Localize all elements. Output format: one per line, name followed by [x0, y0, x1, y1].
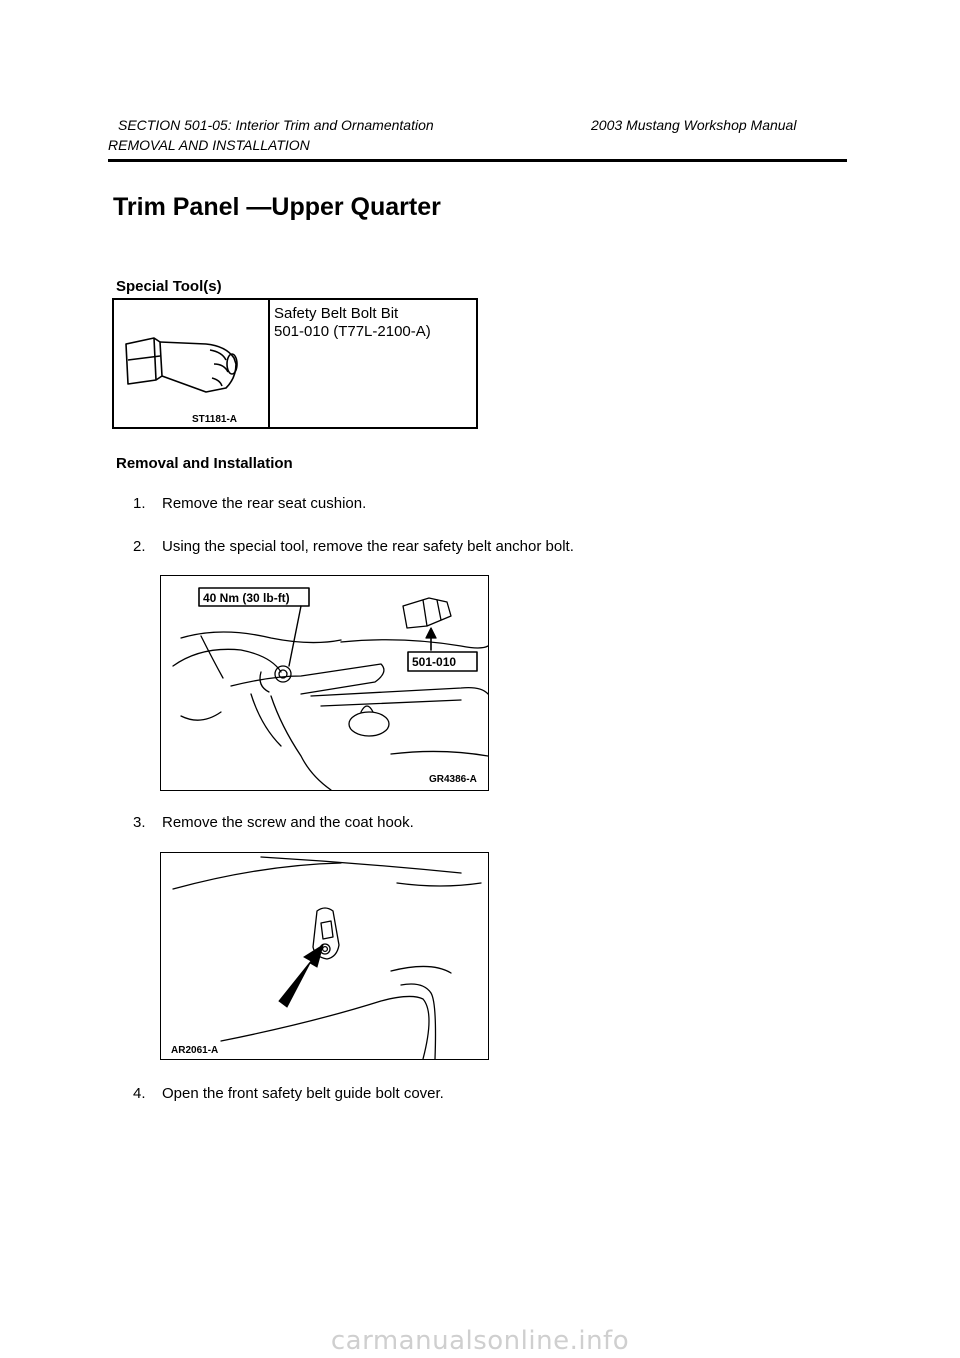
- bolt-bit-illustration: [114, 300, 266, 427]
- figure-label: AR2061-A: [171, 1045, 219, 1056]
- special-tools-heading: Special Tool(s): [116, 278, 222, 295]
- step-number: 1.: [133, 495, 146, 512]
- torque-callout: 40 Nm (30 lb-ft): [203, 591, 290, 605]
- tool-image-label: ST1181-A: [192, 414, 238, 425]
- figure-ar2061: [160, 852, 489, 1060]
- watermark: carmanualsonline.info: [330, 1326, 630, 1356]
- manual-title: 2003 Mustang Workshop Manual: [591, 117, 797, 133]
- figure-label: GR4386-A: [429, 774, 477, 785]
- category-label: REMOVAL AND INSTALLATION: [108, 137, 310, 153]
- figure-gr4386: [160, 575, 489, 791]
- coat-hook-illustration: [161, 853, 488, 1059]
- step-text: Remove the rear seat cushion.: [162, 495, 367, 512]
- table-divider: [268, 300, 270, 427]
- tool-callout: 501-010: [412, 655, 457, 669]
- step-text: Using the special tool, remove the rear safety belt anchor bolt.: [162, 538, 574, 555]
- special-tools-table: [112, 298, 478, 429]
- tool-number: 501-010 (T77L-2100-A): [274, 323, 431, 340]
- section-header: SECTION 501-05: Interior Trim and Ornamentation: [118, 117, 434, 133]
- step-text: Open the front safety belt guide bolt cover.: [162, 1085, 444, 1102]
- header-rule: [108, 159, 847, 162]
- procedure-heading: Removal and Installation: [116, 455, 293, 472]
- tool-name: Safety Belt Bolt Bit: [274, 305, 399, 322]
- step-number: 2.: [133, 538, 146, 555]
- arrow-icon: [279, 945, 323, 1007]
- tool-description: [274, 305, 431, 341]
- page-title: Trim Panel —Upper Quarter: [113, 193, 441, 221]
- step-number: 3.: [133, 814, 146, 831]
- step-text: Remove the screw and the coat hook.: [162, 814, 414, 831]
- step-number: 4.: [133, 1085, 146, 1102]
- anchor-bolt-illustration: [161, 576, 488, 790]
